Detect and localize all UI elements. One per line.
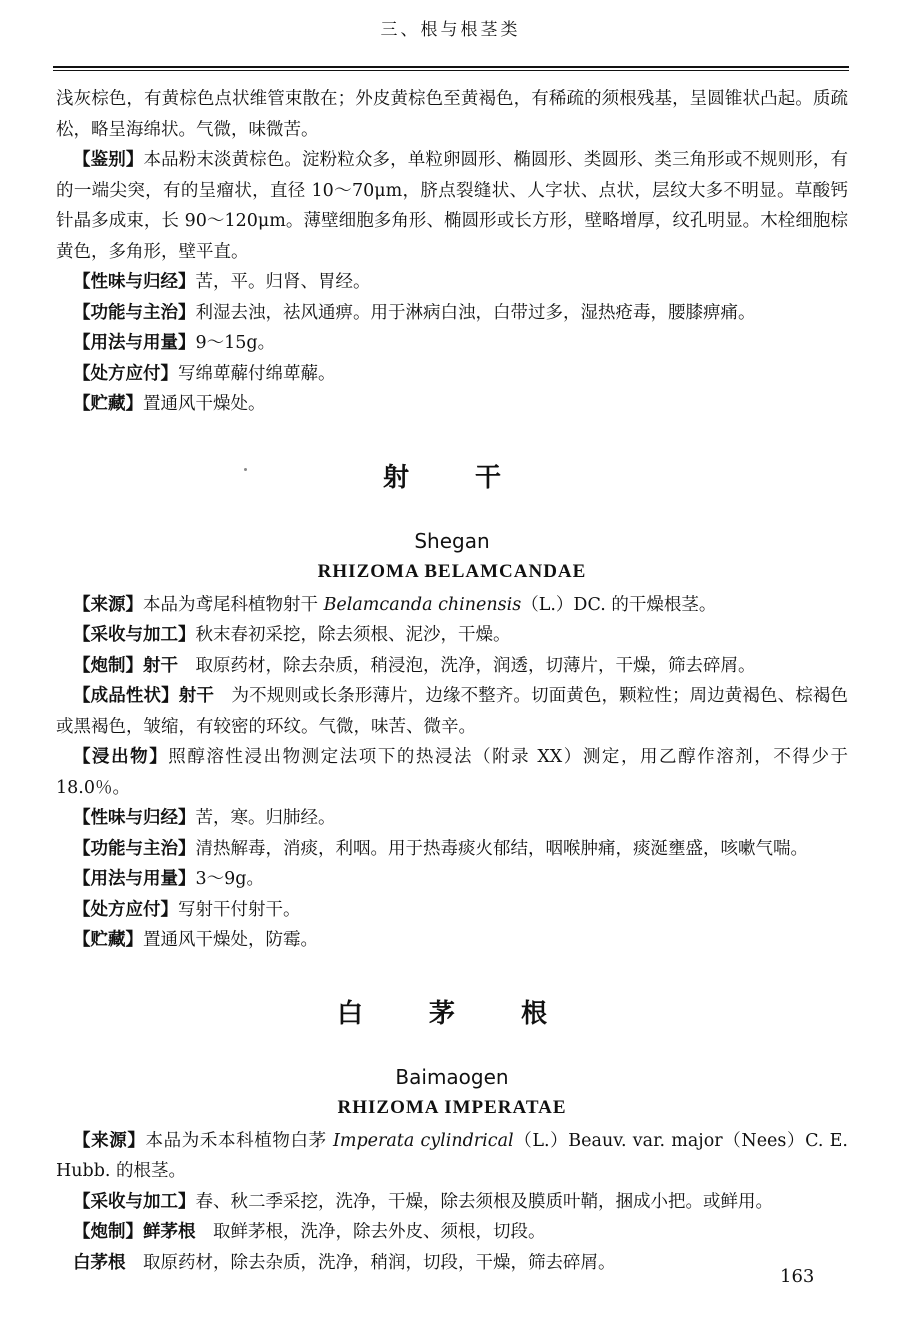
nature-paragraph	[56, 267, 848, 298]
continuation-paragraph: 浅灰棕色，有黄棕色点状维管束散在；外皮黄棕色至黄褐色，有稀疏的须根残基，呈圆锥状凸起。质疏松，略呈海绵状。气微，味微苦。	[56, 89, 848, 140]
section-label: 【贮藏】	[73, 394, 143, 414]
monograph-pinyin-baimaogen: Baimaogen	[395, 1064, 509, 1089]
section-label: 【性味与归经】	[73, 272, 196, 292]
page-number: 163	[780, 1266, 815, 1287]
section-text: （L.）Beauv. var. major（Nees）C. E. Hubb. 的根茎。	[56, 1130, 848, 1181]
section-text: 3～9g。	[195, 869, 264, 889]
scientific-name: Imperata cylindrical	[332, 1130, 514, 1151]
section-label: 【采收与加工】	[73, 625, 196, 645]
section-label: 【性味与归经】	[73, 808, 196, 828]
section-text: 春、秋二季采挖，洗净，干燥，除去须根及膜质叶鞘，捆成小把。或鲜用。	[195, 1191, 773, 1212]
processing-paragraph	[56, 1217, 848, 1248]
source-paragraph	[56, 590, 848, 621]
section-text: 置通风干燥处，防霉。	[143, 930, 318, 950]
harvest-paragraph	[56, 1187, 848, 1218]
processing-paragraph	[56, 651, 848, 682]
section-text: 9～15g。	[195, 333, 276, 353]
section-text: （L.）DC. 的干燥根茎。	[521, 594, 717, 615]
function-paragraph	[56, 834, 848, 865]
product-paragraph	[56, 681, 848, 742]
processing-paragraph-2	[56, 1248, 848, 1279]
section-text: 苦，平。归肾、胃经。	[195, 272, 371, 292]
section-label: 【鉴别】	[73, 150, 144, 170]
monograph-latin-shegan: RHIZOMA BELAMCANDAE	[317, 560, 587, 582]
storage-paragraph	[56, 925, 848, 956]
scientific-name: Belamcanda chinensis	[323, 594, 522, 615]
section-label: 【来源】	[73, 594, 143, 615]
section-label: 【贮藏】	[73, 930, 143, 950]
section-label: 【炮制】射干	[73, 655, 178, 676]
section-text: 清热解毒，消痰，利咽。用于热毒痰火郁结，咽喉肿痛，痰涎壅盛，咳嗽气喘。	[195, 838, 808, 859]
extract-paragraph	[56, 742, 848, 803]
monograph-title-baimaogen: 白 茅 根	[336, 998, 567, 1029]
monograph-title-shegan: 射 干	[382, 462, 521, 493]
monograph-latin-baimaogen: RHIZOMA IMPERATAE	[337, 1096, 567, 1118]
harvest-paragraph	[56, 620, 848, 651]
section-text: 取鲜茅根，洗净，除去外皮、须根，切段。	[195, 1222, 546, 1242]
dosage-paragraph	[56, 864, 848, 895]
section-text: 取原药材，除去杂质，稍浸泡，洗净，润透，切薄片，干燥，筛去碎屑。	[178, 655, 756, 676]
section-text: 照醇溶性浸出物测定法项下的热浸法（附录 XX）测定，用乙醇作溶剂，不得少于 18.0％。	[56, 747, 849, 798]
section-label: 【处方应付】	[73, 899, 178, 920]
section-label: 白茅根	[73, 1252, 126, 1273]
storage-paragraph	[56, 389, 848, 420]
section-label: 【功能与主治】	[73, 838, 196, 859]
section-label: 【处方应付】	[73, 363, 178, 384]
section-text: 本品为禾本科植物白茅	[145, 1130, 333, 1151]
section-text: 置通风干燥处。	[143, 394, 266, 414]
running-header: 三、根与根茎类	[380, 20, 521, 40]
prescription-paragraph	[56, 895, 848, 926]
section-text: 写射干付射干。	[178, 899, 301, 920]
header-rule-thin	[53, 70, 849, 71]
section-text: 为不规则或长条形薄片，边缘不整齐。切面黄色，颗粒性；周边黄褐色、棕褐色或黑褐色，皱缩，有较密的环纹。气微，味苦、微辛。	[56, 686, 849, 737]
monograph-pinyin-shegan: Shegan	[414, 528, 490, 553]
section-label: 【功能与主治】	[73, 302, 196, 323]
section-label: 【成品性状】射干	[73, 686, 214, 706]
section-text: 取原药材，除去杂质，洗净，稍润，切段，干燥，筛去碎屑。	[125, 1252, 616, 1273]
nature-paragraph	[56, 803, 848, 834]
page-body	[56, 84, 848, 1278]
prescription-paragraph	[56, 359, 848, 390]
function-paragraph	[56, 298, 848, 329]
identification-paragraph	[56, 145, 848, 267]
section-label: 【炮制】鲜茅根	[73, 1222, 196, 1242]
dosage-paragraph	[56, 328, 848, 359]
section-text: 苦，寒。归肺经。	[195, 808, 336, 828]
header-rule	[53, 66, 849, 68]
section-text: 本品为鸢尾科植物射干	[143, 594, 324, 615]
source-paragraph	[56, 1126, 848, 1187]
section-label: 【采收与加工】	[73, 1191, 196, 1212]
section-text: 写绵萆薢付绵萆薢。	[178, 363, 336, 384]
section-text: 利湿去浊，祛风通痹。用于淋病白浊，白带过多，湿热疮毒，腰膝痹痛。	[195, 302, 756, 323]
section-text: 秋末春初采挖，除去须根、泥沙，干燥。	[195, 625, 511, 645]
section-label: 【用法与用量】	[73, 869, 196, 889]
section-label: 【浸出物】	[73, 747, 169, 767]
section-label: 【来源】	[73, 1130, 146, 1151]
section-label: 【用法与用量】	[73, 333, 196, 353]
section-text: 本品粉末淡黄棕色。淀粉粒众多，单粒卵圆形、椭圆形、类圆形、类三角形或不规则形，有的一端尖突，有的呈瘤状，直径 10～70μm，脐点裂缝状、人字状、点状，层纹大多不明显。草酸钙针晶多成束，长 90～120μm。薄壁细胞多角形、椭圆形或长方形，壁略增厚，纹孔明显。木栓细胞棕黄色，多角形，壁平直。	[56, 150, 849, 262]
